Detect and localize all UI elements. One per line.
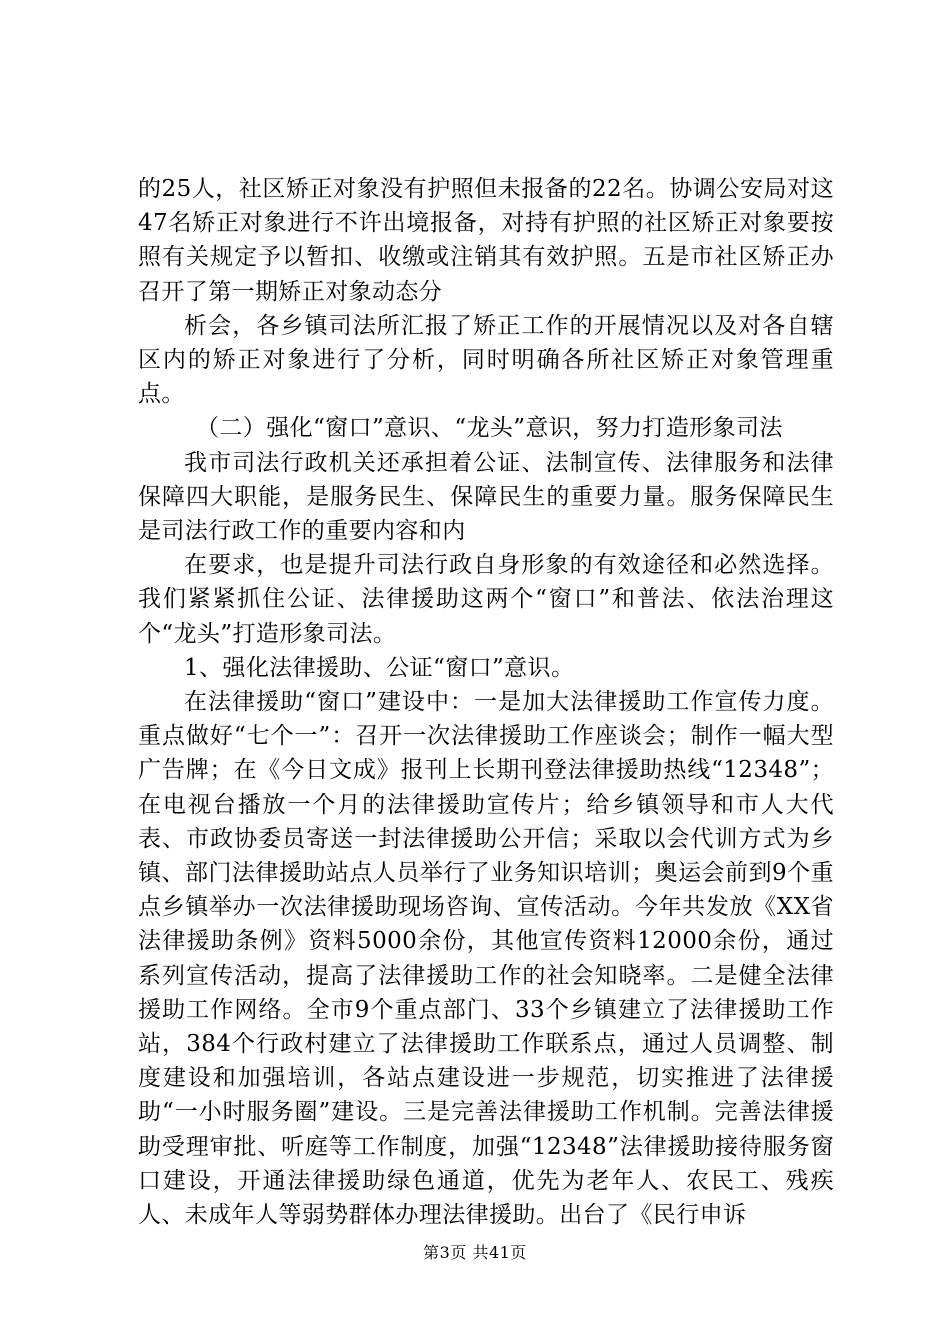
paragraph-5: 在法律援助“窗口”建设中：一是加大法律援助工作宣传力度。重点做好“七个一”：召开一次法律援助工作座谈会；制作一幅大型广告牌；在《今日文成》报刊上长期刊登法律援助热线“12348”；在电视台播放一个月的法律援助宣传片；给乡镇领导和市人大代表、市政协委员寄送一封法律援助公开信；采取以会代训方式为乡镇、部门法律援助站点人员举行了业务知识培训；奥运会前到9个重点乡镇举办一次法律援助现场咨询、宣传活动。今年共发放《XX省法律援助条例》资料5000余份，其他宣传资料12000余份，通过系列宣传活动，提高了法律援助工作的社会知晓率。二是健全法律援助工作网络。全市9个重点部门、33个乡镇建立了法律援助工作站，384个行政村建立了法律援助工作联系点，通过人员调整、制度建设和加强培训，各站点建设进一步规范，切实推进了法律援助“一小时服务圈”建设。三是完善法律援助工作机制。完善法律援助受理审批、听庭等工作制度，加强“12348”法律援助接待服务窗口建设，开通法律援助绿色通道，优先为老年人、农民工、残疾人、未成年人等弱势群体办理法律援助。出台了《民行申诉 — [138, 689, 834, 1229]
section-heading: （二）强化“窗口”意识、“龙头”意识，努力打造形象司法 — [196, 415, 783, 442]
paragraph-3: 我市司法行政机关还承担着公证、法制宣传、法律服务和法律保障四大职能，是服务民生、保障民生的重要力量。服务保障民生是司法行政工作的重要内容和内 — [138, 449, 834, 545]
paragraph-1: 的25人，社区矫正对象没有护照但未报备的22名。协调公安局对这47名矫正对象进行不许出境报备，对持有护照的社区矫正对象要按照有关规定予以暂扣、收缴或注销其有效护照。五是市社区矫正办召开了第一期矫正对象动态分 — [138, 176, 834, 305]
paragraph-4: 在要求，也是提升司法行政自身形象的有效途径和必然选择。我们紧紧抓住公证、法律援助这两个“窗口”和普法、依法治理这个“龙头”打造形象司法。 — [138, 552, 834, 647]
page-number-footer: 第3页 共41页 — [423, 1243, 527, 1262]
subsection-heading: 1、强化法律援助、公证“窗口”意识。 — [184, 654, 575, 681]
paragraph-2: 析会，各乡镇司法所汇报了矫正工作的开展情况以及对各自辖区内的矫正对象进行了分析，同时明确各所社区矫正对象管理重点。 — [138, 312, 834, 408]
document-body — [138, 172, 834, 1232]
